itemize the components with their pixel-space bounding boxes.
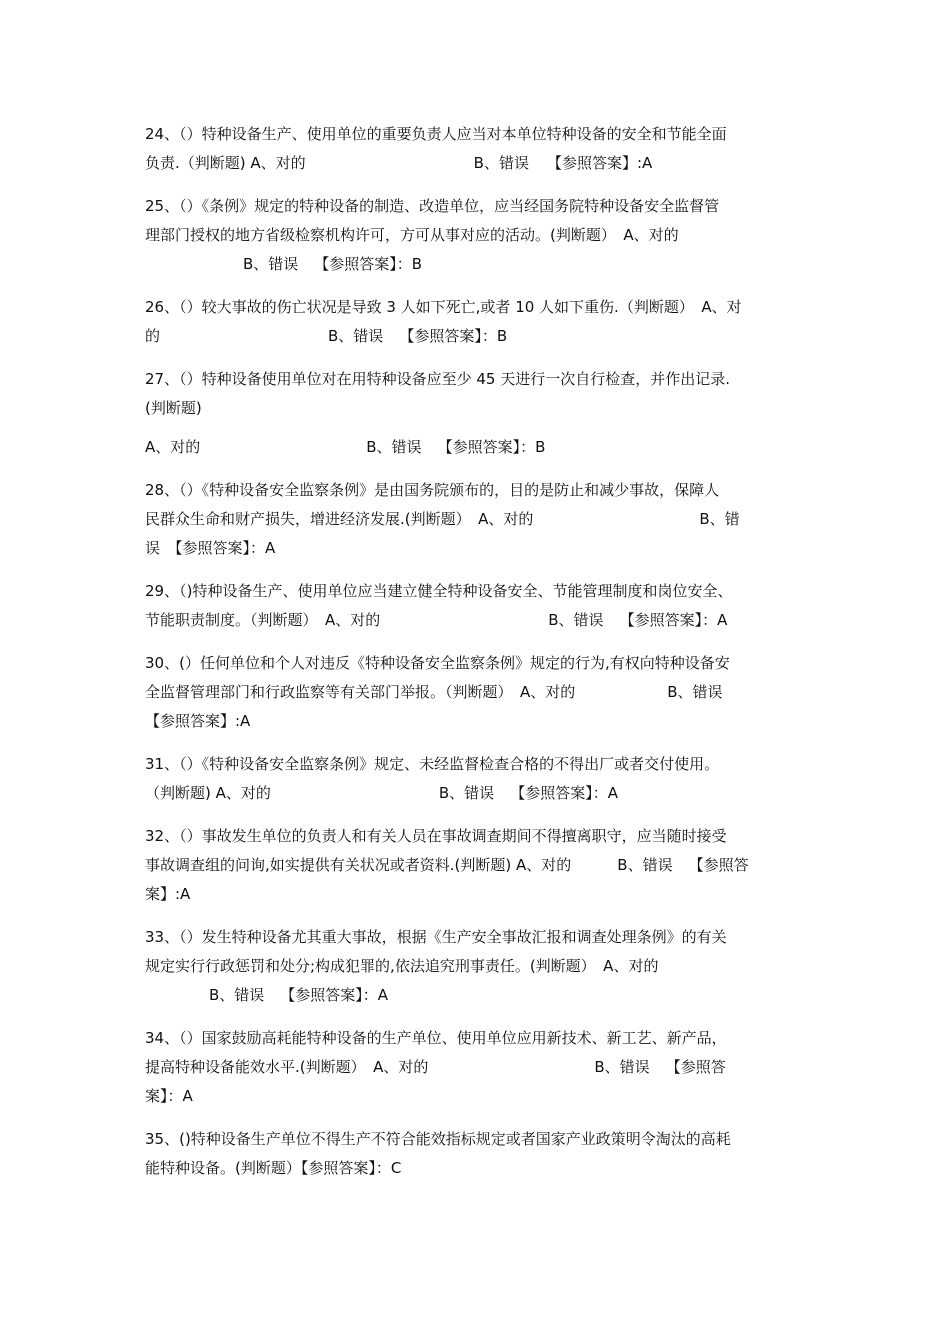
question-26-answer: 【参照答案】：B <box>399 327 508 345</box>
question-24 <box>145 120 813 178</box>
question-25-text: 25、（）《条例》规定的特种设备的制造、改造单位，应当经国务院特种设备安全监督管 <box>145 197 720 215</box>
question-31-text: 31、（）《特种设备安全监察条例》规定、未经监督检查合格的不得出厂或者交付使用。 <box>145 755 720 773</box>
question-32-text: 32、（）事故发生单位的负责人和有关人员在事故调查期间不得擅离职守，应当随时接受 <box>145 827 727 845</box>
question-33-answer: 【参照答案】：A <box>280 986 389 1004</box>
question-list <box>145 120 813 1197</box>
question-35-answer: 能特种设备。(判断题）【参照答案】：C <box>145 1159 402 1177</box>
question-24-text: 24、（）特种设备生产、使用单位的重要负责人应当对本单位特种设备的安全和节能全面 <box>145 125 727 143</box>
question-30 <box>145 649 813 736</box>
question-24-option-b: B、错误 <box>473 154 529 172</box>
question-32-option-a: 事故调查组的问询,如实提供有关状况或者资料.(判断题) A、对的 <box>145 856 572 874</box>
question-30-option-a: 全监督管理部门和行政监察等有关部门举报。（判断题） A、对的 <box>145 683 576 701</box>
question-27-option-b: B、错误 <box>366 438 422 456</box>
question-29-text: 29、（)特种设备生产、使用单位应当建立健全特种设备安全、节能管理制度和岗位安全、 <box>145 582 733 600</box>
question-30-answer: 【参照答案】:A <box>145 712 251 730</box>
question-26 <box>145 293 813 351</box>
question-27 <box>145 365 813 423</box>
question-31-answer: 【参照答案】：A <box>510 784 618 802</box>
question-26-option-a: 的 <box>145 327 161 345</box>
question-27-text: 27、（）特种设备使用单位对在用特种设备应至少 45 天进行一次自行检查，并作出记录. <box>145 370 730 388</box>
question-32-answer-cont: 案】:A <box>145 885 191 903</box>
question-34-answer: 【参照答 <box>665 1058 726 1076</box>
question-28-answer: 误 【参照答案】：A <box>145 539 276 557</box>
question-31-option-b: B、错误 <box>438 784 495 802</box>
question-29-option-b: B、错误 <box>548 611 604 629</box>
question-34-answer-cont: 案】：A <box>145 1087 193 1105</box>
question-33-text-2: 规定实行行政惩罚和处分;构成犯罪的,依法追究刑事责任。(判断题） A、对的 <box>145 957 659 975</box>
question-32-answer: 【参照答 <box>688 856 749 874</box>
question-31-option-a: （判断题) A、对的 <box>145 784 271 802</box>
question-25 <box>145 192 813 279</box>
question-28-option-a: 民群众生命和财产损失，增进经济发展.(判断题） A、对的 <box>145 510 534 528</box>
question-34-option-a: 提高特种设备能效水平.(判断题） A、对的 <box>145 1058 429 1076</box>
question-28 <box>145 476 813 563</box>
question-27-text-2: (判断题) <box>145 399 202 417</box>
question-34-text: 34、（）国家鼓励高耗能特种设备的生产单位、使用单位应用新技术、新工艺、新产品， <box>145 1029 727 1047</box>
question-35 <box>145 1125 813 1183</box>
question-29-option-a: 节能职责制度。（判断题） A、对的 <box>145 611 381 629</box>
question-24-option-a: 负责.（判断题) A、对的 <box>145 154 306 172</box>
question-27-option-a: A、对的 <box>145 438 201 456</box>
question-30-option-b: B、错误 <box>667 683 723 701</box>
question-30-text: 30、(）任何单位和个人对违反《特种设备安全监察条例》规定的行为,有权向特种设备安 <box>145 654 730 672</box>
question-33 <box>145 923 813 1010</box>
question-33-text: 33、（）发生特种设备尤其重大事故，根据《生产安全事故汇报和调查处理条例》的有关 <box>145 928 727 946</box>
question-35-text: 35、()特种设备生产单位不得生产不符合能效指标规定或者国家产业政策明令淘汰的高耗 <box>145 1130 731 1148</box>
question-25-option-b: B、错误 <box>243 255 299 273</box>
question-25-text-2: 理部门授权的地方省级检察机构许可，方可从事对应的活动。(判断题） A、对的 <box>145 226 679 244</box>
question-29-answer: 【参照答案】：A <box>619 611 728 629</box>
question-26-text: 26、（）较大事故的伤亡状况是导致 3 人如下死亡,或者 10 人如下重伤.（判断题） A、对 <box>145 298 742 316</box>
question-29 <box>145 577 813 635</box>
question-24-answer: 【参照答案】:A <box>546 154 653 172</box>
question-25-answer: 【参照答案】：B <box>314 255 423 273</box>
question-27-options <box>145 433 813 462</box>
question-26-option-b: B、错误 <box>328 327 384 345</box>
question-27-answer: 【参照答案】：B <box>437 438 546 456</box>
question-33-option-b: B、错误 <box>209 986 265 1004</box>
question-31 <box>145 750 813 808</box>
question-32 <box>145 822 813 909</box>
question-34 <box>145 1024 813 1111</box>
question-32-option-b: B、错误 <box>617 856 673 874</box>
question-34-option-b: B、错误 <box>594 1058 650 1076</box>
question-28-option-b: B、错 <box>699 510 740 528</box>
question-28-text: 28、（）《特种设备安全监察条例》是由国务院颁布的，目的是防止和减少事故，保障人 <box>145 481 720 499</box>
